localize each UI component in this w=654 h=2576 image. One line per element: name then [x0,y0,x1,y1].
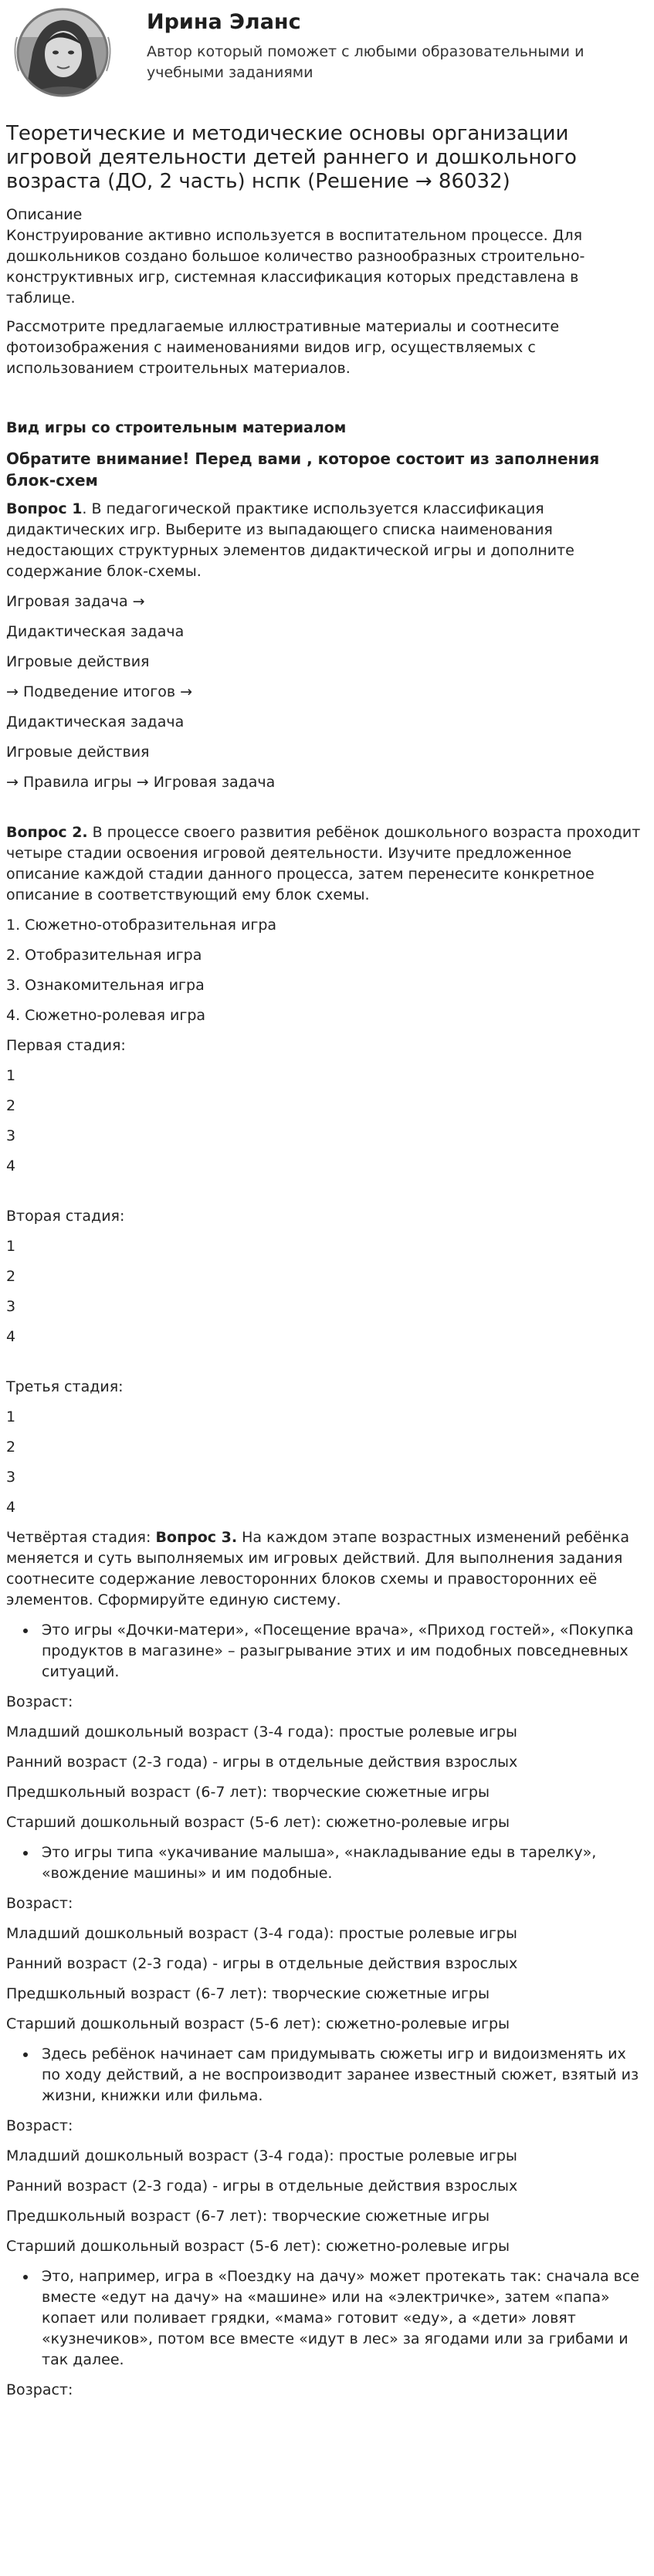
stage-1-label: Первая стадия: [6,1037,126,1054]
q1-line: Игровые действия [6,744,150,761]
stage-4-label: Четвёртая стадия: [6,1529,156,1546]
author-avatar[interactable] [9,6,116,99]
section-title: Вид игры со строительным материалом [6,419,347,436]
question-2 [6,822,646,906]
age-option: Ранний возраст (2-3 года) - игры в отдельные действия взрослых [6,2178,518,2195]
bullet-list [6,2266,646,2371]
q2-option: 1. Сюжетно-отобразительная игра [6,917,277,934]
stage-number: 2 [6,1439,16,1456]
stage-number: 4 [6,1328,16,1345]
q2-option: 3. Ознакомительная игра [6,977,205,994]
stage-3-label: Третья стадия: [6,1378,124,1395]
q2-option: 4. Сюжетно-ролевая игра [6,1007,206,1024]
age-option: Старший дошкольный возраст (5-6 лет): сюжетно-ролевые игры [6,2015,510,2032]
page-title: Теоретические и методические основы организации игровой деятельности детей раннего и дошкольного возраста (ДО, 2 часть) нспк (Решение → 86032) [6,122,577,193]
age-option: Младший дошкольный возраст (3-4 года): простые ролевые игры [6,2147,517,2164]
q1-line: Дидактическая задача [6,623,185,640]
q1-line: Игровые действия [6,653,150,670]
question-1 [6,499,646,582]
age-option: Предшкольный возраст (6-7 лет): творческие сюжетные игры [6,1985,490,2002]
stage-number: 3 [6,1469,16,1486]
stage-number: 3 [6,1127,16,1144]
stage-number: 1 [6,1408,16,1425]
question-3 [6,1527,646,1611]
q2-option: 2. Отобразительная игра [6,947,202,964]
author-name[interactable]: Ирина Эланс [147,10,301,34]
stage-number: 4 [6,1499,16,1516]
age-option: Младший дошкольный возраст (3-4 года): простые ролевые игры [6,1925,517,1942]
age-option: Старший дошкольный возраст (5-6 лет): сюжетно-ролевые игры [6,2238,510,2255]
question-3-text: На каждом этапе возрастных изменений ребёнка меняется и суть выполняемых им игровых действий. Для выполнения задания соотнесите содержание левосторонних блоков схемы и правосторонних её элементов. Сформируйте единую систему. [6,1529,630,1608]
bullet-item: • Это игры типа «укачивание малыша», «накладывание еды в тарелку», «вождение машины» и им подобные. [37,1842,646,1884]
bullet-list [6,2044,646,2107]
age-option: Старший дошкольный возраст (5-6 лет): сюжетно-ролевые игры [6,1814,510,1831]
stage-number: 4 [6,1158,16,1174]
age-option: Ранний возраст (2-3 года) - игры в отдельные действия взрослых [6,1754,518,1771]
age-option: Младший дошкольный возраст (3-4 года): простые ролевые игры [6,1724,517,1740]
age-label: Возраст: [6,1693,73,1710]
author-description: Автор который поможет с любыми образовательными и учебными заданиями [147,43,585,81]
q1-line: Игровая задача → [6,593,145,610]
description-label: Описание [6,206,83,223]
question-2-label: Вопрос 2. [6,824,88,841]
age-label: Возраст: [6,1895,73,1912]
intro-paragraph-1: Конструирование активно используется в воспитательном процессе. Для дошкольников создано большое количество разнообразных строительно-конструктивных игр, системная классификация которых представлена в таблице. [6,227,585,307]
notice-text: Обратите внимание! Перед вами , которое состоит из заполнения блок-схем [6,449,600,490]
age-option: Предшкольный возраст (6-7 лет): творческие сюжетные игры [6,1784,490,1801]
question-1-text: . В педагогической практике используется классификация дидактических игр. Выберите из выпадающего списка наименования недостающих структурных элементов дидактической игры и дополните содержание блок-схемы. [6,500,574,580]
intro-paragraph-2: Рассмотрите предлагаемые иллюстративные материалы и соотнесите фотоизображения с наименованиями видов игр, осуществляемых с использованием строительных материалов. [6,318,560,377]
bullet-list [6,1620,646,1683]
bullet-item: • Здесь ребёнок начинает сам придумывать сюжеты игр и видоизменять их по ходу действий, а не воспроизводит заранее известный сюжет, взятый из жизни, книжки или фильма. [37,2044,646,2107]
stage-number: 2 [6,1097,16,1114]
q1-line: → Правила игры → Игровая задача [6,774,276,791]
author-info [147,6,610,83]
age-option: Ранний возраст (2-3 года) - игры в отдельные действия взрослых [6,1955,518,1972]
q1-line: → Подведение итогов → [6,683,193,700]
age-label: Возраст: [6,2117,73,2134]
question-3-label: Вопрос 3. [155,1529,238,1546]
question-2-text: В процессе своего развития ребёнок дошкольного возраста проходит четыре стадии освоения игровой деятельности. Изучите предложенное описание каждой стадии данного процесса, затем перенесите конкретное описание в соответствующий ему блок схемы. [6,824,641,903]
age-option: Предшкольный возраст (6-7 лет): творческие сюжетные игры [6,2208,490,2225]
stage-number: 2 [6,1268,16,1285]
stage-number: 1 [6,1238,16,1255]
author-card [6,0,646,105]
bullet-item: • Это игры «Дочки-матери», «Посещение врача», «Приход гостей», «Покупка продуктов в магазине» – разыгрывание этих и им подобных повседневных ситуаций. [37,1620,646,1683]
question-1-label: Вопрос 1 [6,500,83,517]
age-label: Возраст: [6,2381,73,2398]
bullet-list [6,1842,646,1884]
stage-2-label: Вторая стадия: [6,1208,125,1225]
stage-number: 3 [6,1298,16,1315]
bullet-item: • Это, например, игра в «Поездку на дачу» может протекать так: сначала все вместе «едут на дачу» на «машине» или на «электричке», затем «папа» копает или поливает грядки, «мама» готовит «еду», а «дети» ловят «кузнечиков», потом все вместе «идут в лес» за ягодами или за грибами и так далее. [37,2266,646,2371]
q1-line: Дидактическая задача [6,713,185,730]
stage-number: 1 [6,1067,16,1084]
